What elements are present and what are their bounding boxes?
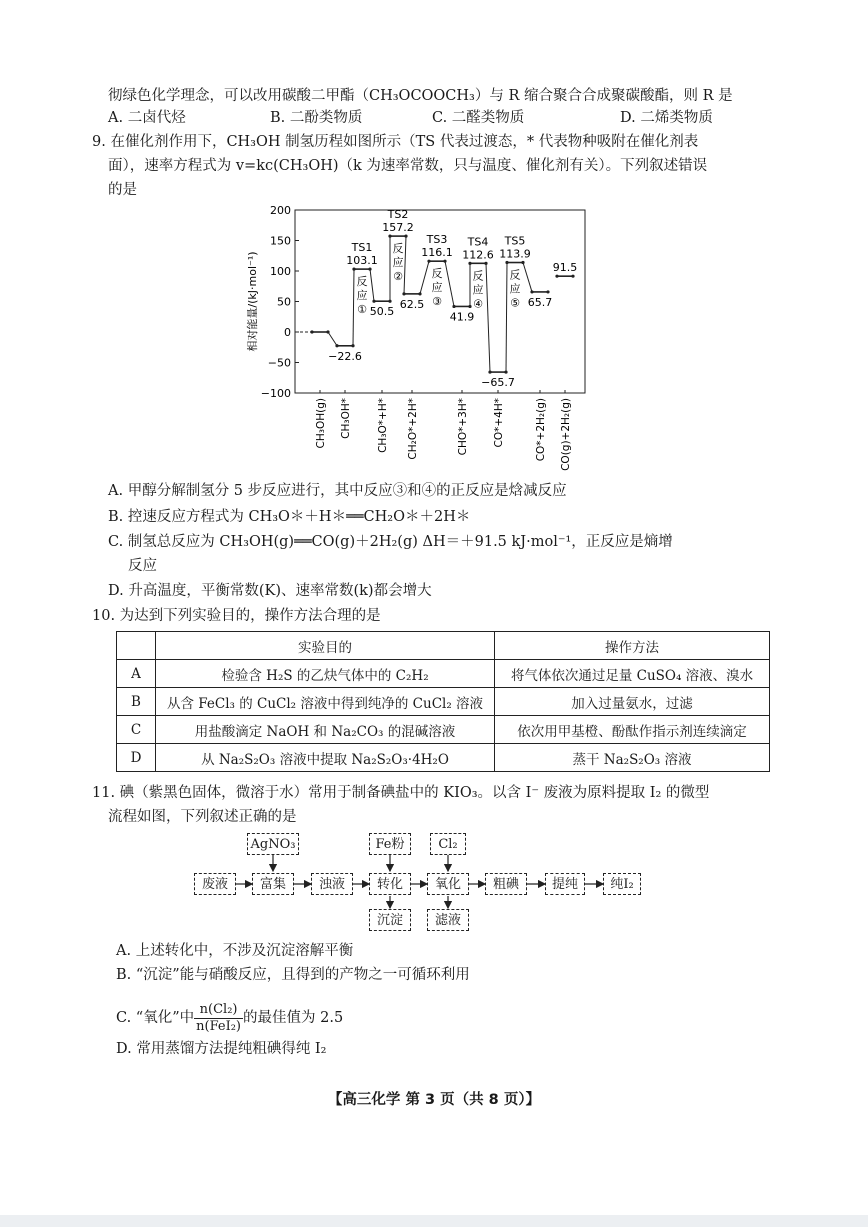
q8-option-c: C. 二醛类物质 — [432, 110, 525, 126]
x-tick-label: CO*+4H* — [493, 398, 505, 448]
q9-option-d: D. 升高温度，平衡常数(K)、速率常数(k)都会增大 — [108, 583, 432, 599]
x-tick-label: CH₃OH* — [340, 398, 352, 439]
step-label-part: ④ — [473, 297, 483, 311]
flow-box-filtrate: 滤液 — [427, 909, 469, 931]
q9-option-c-cont: 反应 — [128, 558, 157, 574]
table-header-cell: 操作方法 — [495, 632, 770, 660]
step-label-part: ① — [357, 303, 367, 317]
step-label-part: 反 — [509, 268, 521, 282]
q9-stem-line2: 面），速率方程式为 v=kc(CH₃OH)（k 为速率常数，只与温度、催化剂有关）。下列叙述错误 — [108, 158, 708, 174]
transition-state-value: 113.9 — [499, 247, 531, 261]
q8-option-a: A. 二卤代烃 — [108, 110, 186, 126]
x-tick-label: CH₃OH(g) — [315, 398, 327, 449]
level-value-label: 91.5 — [552, 261, 578, 275]
table-cell: 蒸干 Na₂S₂O₃ 溶液 — [495, 744, 770, 772]
step-label-part: 反 — [392, 242, 404, 256]
q9-stem-line3: 的是 — [108, 182, 137, 198]
table-cell: 检验含 H₂S 的乙炔气体中的 C₂H₂ — [156, 660, 495, 688]
q11-option-d: D. 常用蒸馏方法提纯粗碘得纯 I₂ — [116, 1041, 327, 1057]
y-tick-label: −50 — [267, 356, 291, 370]
y-tick-label: −100 — [260, 387, 291, 400]
transition-state-value: 103.1 — [346, 254, 378, 268]
y-tick-label: 200 — [270, 204, 291, 217]
step-label-part: 应 — [356, 289, 368, 303]
table-cell: D — [117, 744, 156, 772]
transition-state-label: TS3 — [426, 233, 448, 247]
level-value-label: −22.6 — [328, 349, 362, 363]
flow-box-cl2: Cl₂ — [430, 833, 466, 855]
q8-option-b: B. 二酚类物质 — [270, 110, 363, 126]
step-label-part: 应 — [431, 281, 443, 295]
table-cell: 将气体依次通过足量 CuSO₄ 溶液、溴水 — [495, 660, 770, 688]
table-cell: A — [117, 660, 156, 688]
transition-state-label: TS4 — [467, 235, 489, 249]
x-tick-label: CO(g)+2H₂(g) — [560, 398, 572, 471]
q9-option-b: B. 控速反应方程式为 CH₃O＊＋H＊══CH₂O＊＋2H＊ — [108, 509, 471, 525]
table-header-cell: 实验目的 — [156, 632, 495, 660]
step-label-part: ⑤ — [510, 296, 520, 310]
flow-box-precipitate: 沉淀 — [369, 909, 411, 931]
transition-state-label: TS2 — [387, 208, 409, 222]
step-label-part: 反 — [431, 267, 443, 281]
mole-ratio-fraction — [194, 1002, 243, 1035]
q11-option-a: A. 上述转化中，不涉及沉淀溶解平衡 — [116, 943, 354, 959]
flow-box-agno3: AgNO₃ — [247, 833, 299, 855]
x-tick-label: CH₃O*+H* — [377, 398, 389, 453]
transition-state-value: 112.6 — [462, 248, 494, 262]
q9-option-c: C. 制氢总反应为 CH₃OH(g)══CO(g)＋2H₂(g) ΔH＝＋91.5 kJ·mol⁻¹，正反应是熵增 — [108, 534, 673, 550]
q9-option-a: A. 甲醇分解制氢分 5 步反应进行，其中反应③和④的正反应是焓减反应 — [108, 483, 567, 499]
level-value-label: −65.7 — [481, 376, 515, 390]
step-label-part: 反 — [472, 269, 484, 283]
y-tick-label: 100 — [270, 265, 291, 278]
q9-stem-line1: 9. 在催化剂作用下，CH₃OH 制氢历程如图所示（TS 代表过渡态，* 代表物种吸附在催化剂表 — [92, 134, 699, 150]
step-label-part: 反 — [356, 275, 368, 289]
y-tick-label: 150 — [270, 234, 291, 248]
level-value-label: 41.9 — [449, 310, 475, 324]
level-value-label: 65.7 — [527, 295, 553, 309]
transition-state-label: TS5 — [504, 234, 526, 248]
flow-box-pure-i2: 纯I₂ — [603, 873, 641, 895]
flow-box-oxidize: 氧化 — [427, 873, 469, 895]
fraction-numerator: n(Cl₂) — [194, 1002, 243, 1019]
q10-stem: 10. 为达到下列实验目的，操作方法合理的是 — [92, 608, 381, 624]
flow-box-waste: 废液 — [194, 873, 236, 895]
x-tick-label: CO*+2H₂(g) — [535, 398, 547, 462]
flow-box-fe-powder: Fe粉 — [369, 833, 411, 855]
table-cell: B — [117, 688, 156, 716]
step-label-part: ③ — [432, 295, 442, 309]
scan-edge — [0, 1215, 868, 1227]
level-value-label: 50.5 — [369, 305, 395, 319]
x-tick-label: CH₂O*+2H* — [407, 398, 419, 460]
x-tick-label: CHO*+3H* — [457, 398, 469, 456]
y-tick-label: 50 — [277, 295, 291, 309]
table-cell: 从含 FeCl₃ 的 CuCl₂ 溶液中得到纯净的 CuCl₂ 溶液 — [156, 688, 495, 716]
transition-state-value: 116.1 — [421, 246, 453, 260]
step-label-part: 应 — [392, 256, 404, 270]
step-label-part: 应 — [472, 283, 484, 297]
q11-option-c — [116, 998, 343, 1038]
q8-option-d: D. 二烯类物质 — [620, 110, 713, 126]
flow-box-enrich: 富集 — [252, 873, 294, 895]
table-cell: 用盐酸滴定 NaOH 和 Na₂CO₃ 的混碱溶液 — [156, 716, 495, 744]
table-cell: 加入过量氨水，过滤 — [495, 688, 770, 716]
fraction-denominator: n(FeI₂) — [196, 1018, 241, 1034]
transition-state-label: TS1 — [351, 241, 373, 255]
page-footer: 【高三化学 第 3 页（共 8 页）】 — [327, 1092, 541, 1108]
flow-box-convert: 转化 — [369, 873, 411, 895]
y-axis-label: 相对能量/(kJ·mol⁻¹) — [246, 251, 259, 352]
y-tick-label: 0 — [284, 326, 291, 339]
q11-stem-line1: 11. 碘（紫黑色固体，微溶于水）常用于制备碘盐中的 KIO₃。以含 I⁻ 废液为原料提取 I₂ 的微型 — [92, 785, 710, 801]
flow-box-turbid: 浊液 — [311, 873, 353, 895]
transition-state-value: 157.2 — [382, 221, 414, 235]
q8-stem-tail: 彻绿色化学理念，可以改用碳酸二甲酯（CH₃OCOOCH₃）与 R 缩合聚合合成聚碳酸酯，则 R 是 — [108, 88, 733, 104]
step-label-part: 应 — [509, 282, 521, 296]
q11-stem-line2: 流程如图，下列叙述正确的是 — [108, 809, 297, 825]
table-cell: C — [117, 716, 156, 744]
q11-option-c-prefix: C. “氧化”中 — [116, 1010, 195, 1026]
flow-box-crude-iodine: 粗碘 — [485, 873, 527, 895]
q11-option-c-suffix: 的最佳值为 2.5 — [243, 1010, 344, 1026]
flow-box-purify: 提纯 — [545, 873, 585, 895]
table-cell: 依次用甲基橙、酚酞作指示剂连续滴定 — [495, 716, 770, 744]
q11-option-b: B. “沉淀”能与硝酸反应，且得到的产物之一可循环利用 — [116, 967, 470, 983]
level-value-label: 62.5 — [399, 297, 425, 311]
table-cell: 从 Na₂S₂O₃ 溶液中提取 Na₂S₂O₃·4H₂O — [156, 744, 495, 772]
step-label-part: ② — [393, 270, 403, 284]
